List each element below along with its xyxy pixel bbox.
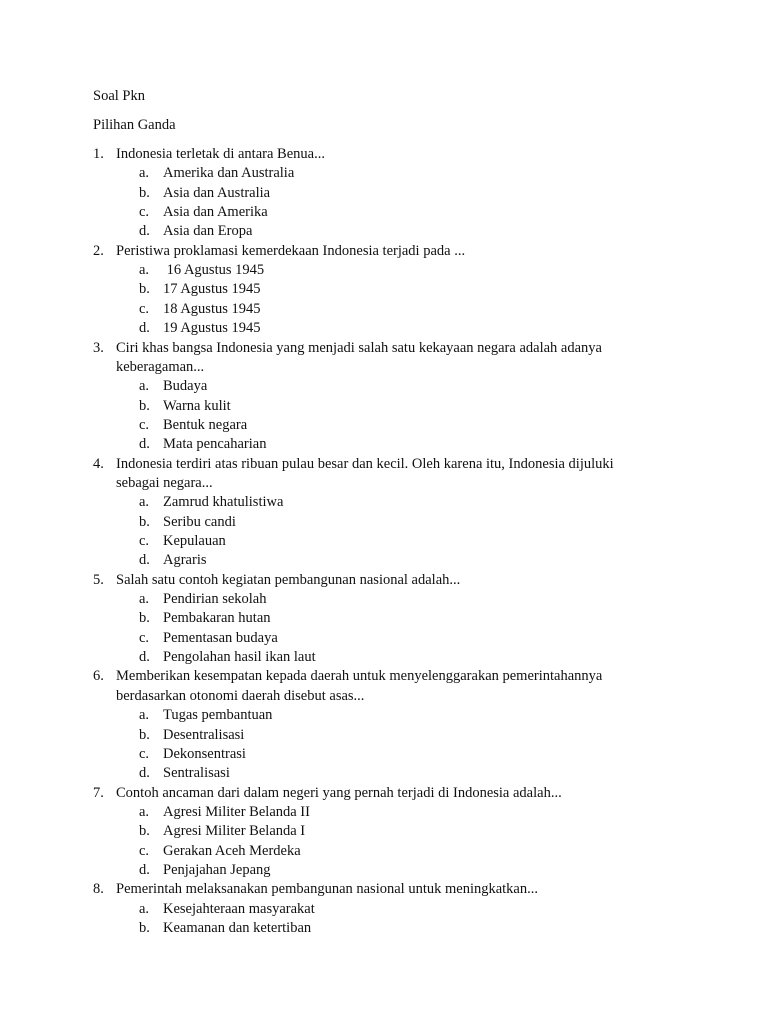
option-letter: c.: [139, 745, 150, 762]
option-text: Kesejahteraan masyarakat: [163, 900, 315, 917]
question-text: Memberikan kesempatan kepada daerah untuk menyelenggarakan pemerintahannya: [116, 668, 603, 685]
question-text: berdasarkan otonomi daerah disebut asas...: [116, 687, 365, 704]
option-text: Pengolahan hasil ikan laut: [163, 649, 316, 666]
question-number: 6.: [93, 668, 104, 685]
option-text: Pementasan budaya: [163, 629, 278, 646]
question-number: 8.: [93, 881, 104, 898]
question-number: 3.: [93, 339, 104, 356]
option-text: Mata pencaharian: [163, 436, 267, 453]
question-text: Contoh ancaman dari dalam negeri yang pernah terjadi di Indonesia adalah...: [116, 784, 562, 801]
option-text: Amerika dan Australia: [163, 165, 295, 182]
question-text: sebagai negara...: [116, 474, 213, 491]
option-letter: d.: [139, 649, 150, 666]
option-text: 18 Agustus 1945: [163, 300, 261, 317]
option-text: 19 Agustus 1945: [163, 320, 261, 337]
option-text: Kepulauan: [163, 533, 226, 549]
option-letter: b.: [139, 281, 150, 298]
option-letter: b.: [139, 513, 150, 530]
option-letter: b.: [139, 726, 150, 743]
option-letter: a.: [139, 591, 150, 608]
question-number: 7.: [93, 784, 104, 801]
option-text: Asia dan Australia: [163, 184, 271, 201]
option-letter: c.: [139, 416, 150, 433]
option-text: Dekonsentrasi: [163, 745, 246, 762]
option-letter: a.: [139, 165, 150, 182]
option-letter: c.: [139, 204, 150, 221]
option-text: Agresi Militer Belanda I: [163, 823, 306, 840]
option-text: Agresi Militer Belanda II: [163, 803, 310, 820]
question-number: 2.: [93, 242, 104, 259]
option-text: Asia dan Amerika: [163, 204, 268, 221]
option-text: Gerakan Aceh Merdeka: [163, 842, 301, 859]
option-letter: a.: [139, 803, 150, 820]
option-text: Penjajahan Jepang: [163, 861, 271, 878]
option-text: Agraris: [163, 552, 207, 569]
option-text: Pembakaran hutan: [163, 610, 271, 627]
option-text: 16 Agustus 1945: [163, 262, 265, 279]
document-title: Soal Pkn: [93, 88, 145, 104]
option-text: Sentralisasi: [163, 765, 230, 782]
question-text: Peristiwa proklamasi kemerdekaan Indonesia terjadi pada ...: [116, 242, 466, 259]
option-letter: b.: [139, 397, 150, 414]
option-letter: a.: [139, 707, 150, 724]
option-letter: c.: [139, 533, 150, 549]
option-letter: d.: [139, 223, 150, 240]
option-letter: d.: [139, 861, 150, 878]
option-text: Tugas pembantuan: [163, 707, 273, 724]
option-text: Asia dan Eropa: [163, 223, 253, 240]
option-letter: b.: [139, 184, 150, 201]
section-heading: Pilihan Ganda: [93, 117, 176, 133]
option-text: Desentralisasi: [163, 726, 245, 743]
question-text: Salah satu contoh kegiatan pembangunan nasional adalah...: [116, 571, 461, 588]
question-number: 4.: [93, 455, 104, 472]
option-text: Warna kulit: [163, 397, 231, 414]
option-text: Keamanan dan ketertiban: [163, 920, 312, 936]
option-letter: b.: [139, 920, 150, 936]
option-letter: a.: [139, 378, 150, 395]
option-letter: d.: [139, 552, 150, 569]
option-text: Seribu candi: [163, 513, 236, 530]
question-text: keberagaman...: [116, 358, 205, 375]
question-text: Pemerintah melaksanakan pembangunan nasional untuk meningkatkan...: [116, 881, 538, 898]
option-letter: d.: [139, 320, 150, 337]
option-text: Zamrud khatulistiwa: [163, 494, 284, 511]
option-text: Bentuk negara: [163, 416, 248, 433]
option-letter: c.: [139, 629, 150, 646]
option-letter: c.: [139, 842, 150, 859]
option-text: Pendirian sekolah: [163, 591, 267, 608]
question-text: Indonesia terletak di antara Benua...: [116, 146, 325, 162]
option-letter: a.: [139, 900, 150, 917]
question-number: 1.: [93, 146, 104, 162]
option-letter: b.: [139, 823, 150, 840]
option-letter: b.: [139, 610, 150, 627]
option-letter: c.: [139, 300, 150, 317]
option-letter: d.: [139, 765, 150, 782]
option-letter: a.: [139, 262, 150, 279]
question-text: Ciri khas bangsa Indonesia yang menjadi salah satu kekayaan negara adalah adanya: [116, 339, 602, 356]
question-number: 5.: [93, 571, 104, 588]
option-letter: d.: [139, 436, 150, 453]
option-letter: a.: [139, 494, 150, 511]
option-text: Budaya: [163, 378, 208, 395]
option-text: 17 Agustus 1945: [163, 281, 261, 298]
question-text: Indonesia terdiri atas ribuan pulau besar dan kecil. Oleh karena itu, Indonesia dijuluki: [116, 455, 614, 472]
